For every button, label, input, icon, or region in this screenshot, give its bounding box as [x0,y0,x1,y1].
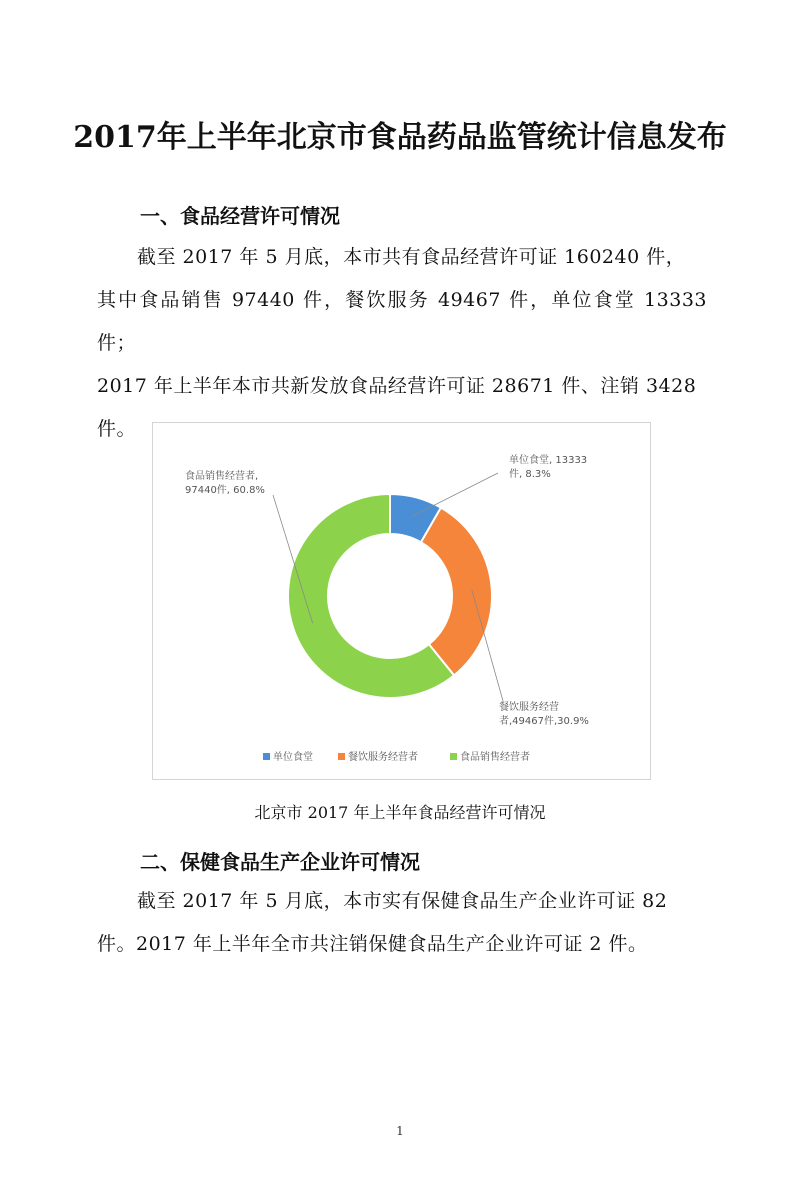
legend-swatch-2 [338,753,345,760]
section-paragraph-health-food [97,880,707,966]
legend-label-1: 单位食堂 [273,752,313,763]
paragraph-line: 其中食品销售 97440 件，餐饮服务 49467 件，单位食堂 13333 件； [97,289,707,354]
data-label-3: 食品销售经营者, [185,471,259,482]
data-label-2: 者,49467件,30.9% [499,716,589,727]
leader-line-1 [411,473,498,517]
paragraph-line: 截至 2017 年 5 月底，本市共有食品经营许可证 160240 件， [137,246,686,268]
legend-label-2: 餐饮服务经营者 [348,752,418,763]
section-paragraph-food-license [97,236,707,451]
section-heading-food-license: 一、食品经营许可情况 [140,204,340,228]
page-title: 2017年上半年北京市食品药品监管统计信息发布 [73,120,727,155]
data-label-1: 单位食堂, 13333 [509,455,588,466]
legend-swatch-3 [450,753,457,760]
paragraph-line: 件。2017 年上半年全市共注销保健食品生产企业许可证 2 件。 [97,933,648,955]
legend-label-3: 食品销售经营者 [460,752,530,763]
paragraph-line: 2017 年上半年本市共新发放食品经营许可证 28671 件、注销 3428 [97,375,697,397]
chart-caption: 北京市 2017 年上半年食品经营许可情况 [254,803,546,822]
donut-chart [152,422,651,780]
paragraph-line: 截至 2017 年 5 月底，本市实有保健食品生产企业许可证 82 [137,890,668,912]
data-label-3: 97440件, 60.8% [185,485,265,496]
data-label-1: 件, 8.3% [509,469,551,480]
data-label-2: 餐饮服务经营 [499,702,559,713]
donut-chart-svg [153,423,650,779]
page-number: 1 [396,1124,404,1138]
paragraph-line: 件。 [97,418,137,440]
section-heading-health-food: 二、保健食品生产企业许可情况 [140,850,420,874]
legend-swatch-1 [263,753,270,760]
